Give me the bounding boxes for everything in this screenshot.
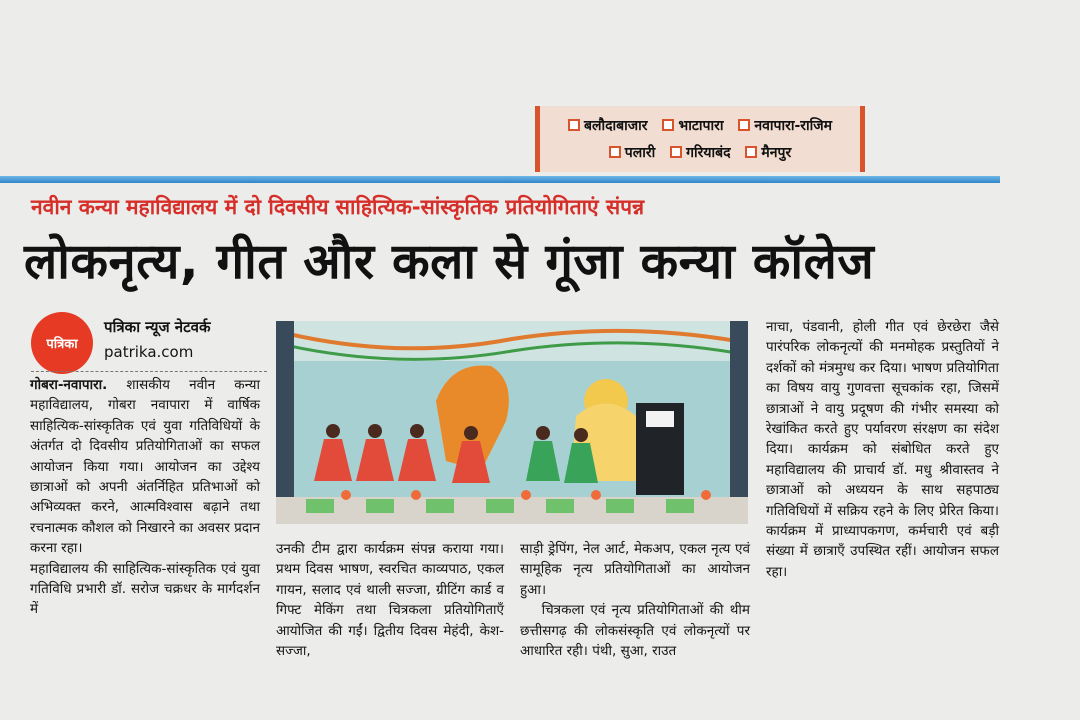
event-photo xyxy=(276,321,748,524)
article-paragraph: महाविद्यालय की साहित्यिक-सांस्कृतिक एवं युवा गतिविधि प्रभारी डॉ. सरोज चक्रधर के मार्गदर्शन में xyxy=(30,560,260,618)
byline-divider xyxy=(31,371,267,372)
dateline: गोबरा-नवापारा. xyxy=(30,377,108,393)
article-paragraph: चित्रकला एवं नृत्य प्रतियोगिताओं की थीम छत्तीसगढ़ की लोकसंस्कृति एवं लोकनृत्यों पर आधारित रही। पंथी, सुआ, राउत xyxy=(520,602,750,660)
square-bullet-icon xyxy=(568,119,580,131)
article-column-4 xyxy=(766,317,999,582)
byline-network-name: पत्रिका न्यूज नेटवर्क xyxy=(104,318,211,336)
square-bullet-icon xyxy=(662,119,674,131)
article-column-3 xyxy=(520,539,750,661)
article-paragraph: उनकी टीम द्वारा कार्यक्रम संपन्न कराया गया। प्रथम दिवस भाषण, स्वरचित काव्यपाठ, एकल गायन, सलाद एवं थाली सज्जा, ग्रीटिंग कार्ड व गिफ्ट मेकिंग तथा चित्रकला प्रतियोगिताएँ आयोजित की गईं। द्वितीय दिवस मेहंदी, केश-सज्जा, xyxy=(276,541,504,660)
article-paragraph: नाचा, पंडवानी, होली गीत एवं छेरछेरा जैसे पारंपरिक लोकनृत्यों की मनमोहक प्रस्तुतियों ने दर्शकों को मंत्रमुग्ध कर दिया। भाषण प्रतियोगिता का विषय वायु गुणवत्ता सूचकांक रहा, जिसमें छात्राओं ने वायु प्रदूषण की गंभीर समस्या को रेखांकित करते हुए पर्यावरण संरक्षण का संदेश दिया। कार्यक्रम को संबोधित करते हुए महाविद्यालय की प्राचार्य डॉ. मधु श्रीवास्तव ने छात्राओं को अध्ययन के साथ सहपाठ्य गतिविधियों में सक्रिय रहने के लिए प्रेरित किया। कार्यक्रम में प्राध्यापकगण, कर्मचारी एवं बड़ी संख्या में छात्राएँ उपस्थित रहीं। आयोजन सफल रहा। xyxy=(766,319,999,580)
location-tag: भाटापारा xyxy=(662,116,723,135)
location-row-1 xyxy=(540,116,860,135)
location-tag: गरियाबंद xyxy=(670,143,730,162)
location-tag: बलौदाबाजार xyxy=(568,116,648,135)
article-column-2 xyxy=(276,539,504,661)
paragraph-text: शासकीय नवीन कन्या महाविद्यालय, गोबरा नवापारा में वार्षिक साहित्यिक-सांस्कृतिक एवं युवा गतिविधियों के अंतर्गत दो दिवसीय प्रतियोगिताओं का सफल आयोजन किया गया। आयोजन का उद्देश्य छात्राओं को अपनी अंतर्निहित प्रतिभाओं को अभिव्यक्त करने, आत्मविश्वास बढ़ाने तथा रचनात्मक कौशल को निखारने का अवसर प्रदान करना रहा। xyxy=(30,377,260,557)
location-tag: मैनपुर xyxy=(745,143,791,162)
article-kicker: नवीन कन्या महाविद्यालय में दो दिवसीय साहित्यिक-सांस्कृतिक प्रतियोगिताएं संपन्न xyxy=(31,195,645,219)
logo-text: पत्रिका xyxy=(46,337,78,352)
article-paragraph xyxy=(30,375,260,559)
article-column-1 xyxy=(30,375,260,620)
square-bullet-icon xyxy=(670,146,682,158)
square-bullet-icon xyxy=(609,146,621,158)
square-bullet-icon xyxy=(745,146,757,158)
location-tag: नवापारा-राजिम xyxy=(738,116,832,135)
stage-dance-image xyxy=(276,321,748,524)
byline-website: patrika.com xyxy=(104,343,194,361)
square-bullet-icon xyxy=(738,119,750,131)
article-paragraph: साड़ी ड्रेपिंग, नेल आर्ट, मेकअप, एकल नृत्य एवं सामूहिक नृत्य प्रतियोगिताओं का आयोजन हुआ। xyxy=(520,541,750,598)
location-tag: पलारी xyxy=(609,143,655,162)
location-tag-box xyxy=(535,106,865,172)
patrika-logo xyxy=(31,312,93,374)
location-row-2 xyxy=(540,143,860,162)
section-rule xyxy=(0,176,1000,183)
article-headline: लोकनृत्य, गीत और कला से गूंजा कन्या कॉलेज xyxy=(24,233,875,290)
